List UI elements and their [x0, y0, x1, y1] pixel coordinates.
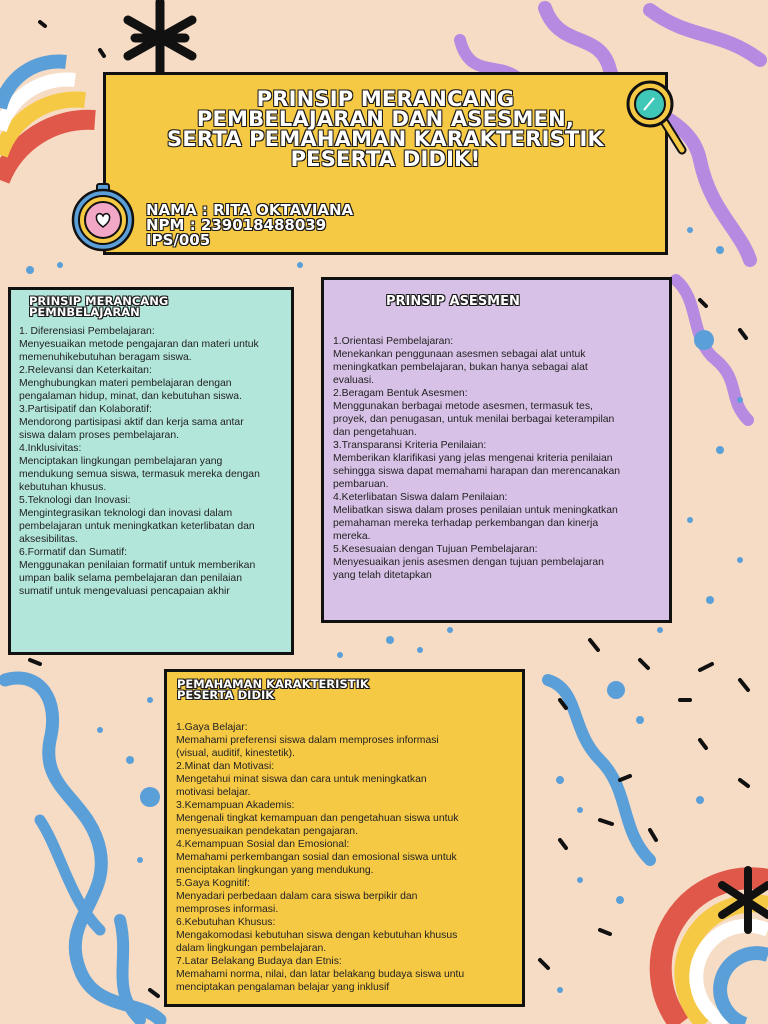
text-line: 3.Partisipatif dan Kolaboratif: [19, 404, 152, 415]
card-body [176, 721, 464, 994]
text-line: yang telah ditetapkan [333, 570, 432, 581]
text-line: motivasi belajar. [176, 787, 251, 798]
text-line: 1.Gaya Belajar: [176, 722, 248, 733]
text-line: menyesuaikan pendekatan pengajaran. [176, 826, 358, 837]
title-line: PESERTA DIDIK! [290, 147, 481, 171]
text-line: sumatif untuk mengevaluasi pencapaian akhir [19, 586, 230, 597]
title-line: SERTA PEMAHAMAN KARAKTERISTIK [167, 127, 604, 151]
card-heading [177, 679, 369, 701]
text-line: 3.Kemampuan Akademis: [176, 800, 295, 811]
text-line: sehingga siswa dapat memahami harapan dan merencanakan [333, 466, 621, 477]
card-heading [29, 296, 168, 318]
purple-squiggle [650, 10, 760, 60]
text-line: menciptakan lingkungan yang mendukung. [176, 865, 374, 876]
text-line: Menyesuaikan metode pengajaran dan materi untuk [19, 339, 259, 350]
text-line: 6.Formatif dan Sumatif: [19, 547, 127, 558]
text-line: 4.Inklusivitas: [19, 443, 82, 454]
text-line: Menggunakan penilaian formatif untuk memberikan [19, 560, 256, 571]
heading-line: PRINSIP MERANCANG [29, 294, 169, 308]
text-line: 1. Diferensiasi Pembelajaran: [19, 326, 155, 337]
text-line: Mengenali tingkat kemampuan dan pengetahuan siswa untuk [176, 813, 459, 824]
card-pemahaman-karakteristik [164, 669, 525, 1007]
student-npm: NPM : 239018488039 [146, 216, 327, 234]
text-line: Menghubungkan materi pembelajaran dengan [19, 378, 232, 389]
text-line: pembaruan. [333, 479, 389, 490]
text-line: evaluasi. [333, 375, 375, 386]
card-body [333, 335, 620, 582]
text-line: dan pengetahuan. [333, 427, 417, 438]
text-line: umpan balik selama pembelajaran dan penilaian [19, 573, 242, 584]
text-line: kebutuhan khusus. [19, 482, 107, 493]
stopwatch-heart-icon [68, 182, 138, 252]
text-line: proyek, dan penugasan, untuk menilai berbagai keterampilan [333, 414, 615, 425]
text-line: pengalaman hidup, minat, dan kebutuhan siswa. [19, 391, 242, 402]
text-line: menciptakan pengalaman belajar yang inklusif [176, 982, 390, 993]
title-line: PEMBELAJARAN DAN ASESMEN, [196, 107, 575, 131]
text-line: 5.Teknologi dan Inovasi: [19, 495, 131, 506]
card-heading: PRINSIP ASESMEN [386, 294, 520, 309]
text-line: Memahami norma, nilai, dan latar belakang budaya siswa untu [176, 969, 465, 980]
text-line: Melibatkan siswa dalam proses penilaian untuk meningkatkan [333, 505, 618, 516]
text-line: meningkatkan pembelajaran, bukan hanya sebagai alat [333, 362, 588, 373]
text-line: Memberikan klarifikasi yang jelas mengenai kriteria penilaian [333, 453, 613, 464]
blue-squiggle [5, 678, 160, 1020]
text-line: pembelajaran untuk meningkatkan keterlibatan dan [19, 521, 255, 532]
text-line: Mengintegrasikan teknologi dan inovasi dalam [19, 508, 233, 519]
text-line: 2.Beragam Bentuk Asesmen: [333, 388, 468, 399]
text-line: 6.Kebutuhan Khusus: [176, 917, 276, 928]
text-line: memproses informasi. [176, 904, 279, 915]
text-line: Memahami preferensi siswa dalam memproses informasi [176, 735, 439, 746]
asterisk-icon [128, 2, 192, 72]
text-line: Menyesuaikan jenis asesmen dengan tujuan pembelajaran [333, 557, 604, 568]
text-line: pemahaman mereka terhadap perkembangan dan kinerja [333, 518, 599, 529]
text-line: 5.Kesesuaian dengan Tujuan Pembelajaran: [333, 544, 538, 555]
text-line: Mendorong partisipasi aktif dan kerja sama antar [19, 417, 244, 428]
text-line: Menggunakan berbagai metode asesmen, termasuk tes, [333, 401, 593, 412]
card-body [19, 325, 260, 598]
title-card [103, 72, 668, 255]
text-line: Memahami perkembangan sosial dan emosional siswa untuk [176, 852, 457, 863]
text-line: Menyadari perbedaan dalam cara siswa berpikir dan [176, 891, 418, 902]
text-line: 2.Minat dan Motivasi: [176, 761, 275, 772]
text-line: memenuhikebutuhan beragam siswa. [19, 352, 192, 363]
magnifier-icon [624, 78, 688, 156]
text-line: 7.Latar Belakang Budaya dan Etnis: [176, 956, 342, 967]
text-line: 5.Gaya Kognitif: [176, 878, 250, 889]
text-line: mereka. [333, 531, 371, 542]
student-name: NAMA : RITA OKTAVIANA [146, 201, 354, 219]
heading-line: PEMNBELAJARAN [29, 305, 140, 319]
text-line: 4.Kemampuan Sosial dan Emosional: [176, 839, 350, 850]
text-line: (visual, auditif, kinestetik). [176, 748, 295, 759]
text-line: Mengetahui minat siswa dan cara untuk meningkatkan [176, 774, 427, 785]
rainbow-icon-top-left [0, 62, 95, 180]
text-line: 2.Relevansi dan Keterkaitan: [19, 365, 152, 376]
text-line: mendukung semua siswa, termasuk mereka dengan [19, 469, 260, 480]
title-line: PRINSIP MERANCANG [256, 87, 515, 111]
student-identity [146, 203, 353, 248]
student-class: IPS/005 [146, 231, 211, 249]
card-prinsip-merancang [8, 287, 294, 655]
text-line: Menciptakan lingkungan pembelajaran yang [19, 456, 223, 467]
heading-line: PESERTA DIDIK [177, 688, 275, 702]
text-line: Mengakomodasi kebutuhan siswa dengan kebutuhan khusus [176, 930, 458, 941]
text-line: dalam lingkungan pembelajaran. [176, 943, 327, 954]
text-line: siswa dalam proses pembelajaran. [19, 430, 179, 441]
card-prinsip-asesmen [321, 277, 672, 623]
text-line: 4.Keterlibatan Siswa dalam Penilaian: [333, 492, 508, 503]
text-line: 1.Orientasi Pembelajaran: [333, 336, 454, 347]
text-line: Menekankan penggunaan asesmen sebagai alat untuk [333, 349, 586, 360]
text-line: aksesibilitas. [19, 534, 78, 545]
heading-line: PEMAHAMAN KARAKTERISTIK [177, 677, 369, 691]
text-line: 3.Transparansi Kriteria Penilaian: [333, 440, 487, 451]
page-title [106, 89, 665, 169]
